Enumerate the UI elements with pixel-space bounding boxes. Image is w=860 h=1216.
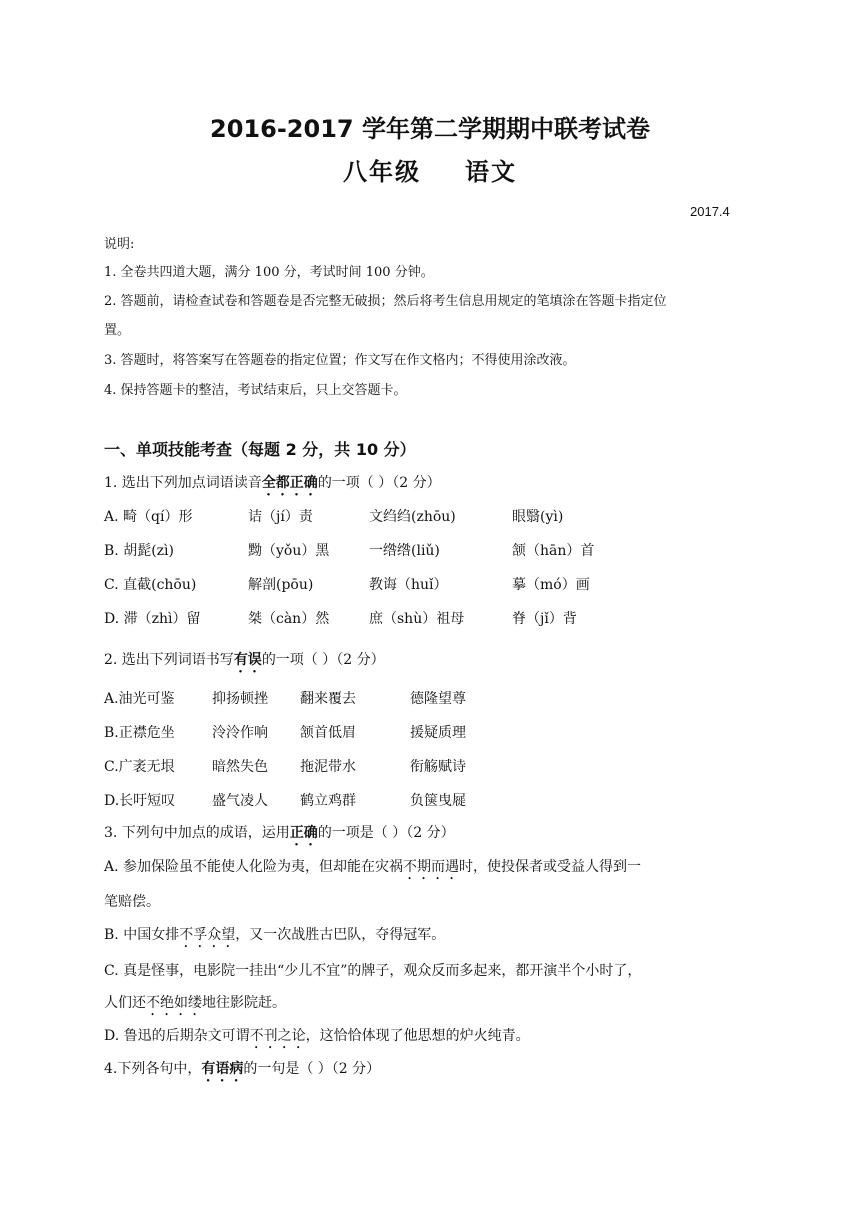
q1-option-a-1: A. 畸（qí）形 <box>104 509 193 525</box>
q1-option-c-2: 解剖(pōu) <box>248 577 314 593</box>
q1-option-c-3: 教诲（huǐ） <box>369 577 448 593</box>
exam-subtitle <box>0 157 860 187</box>
q2-option-d-2: 盛气凌人 <box>212 793 268 809</box>
q2-option-b-2: 泠泠作响 <box>212 725 268 741</box>
q2-option-a-1: A.油光可鉴 <box>104 691 175 707</box>
q2-option-d-4: 负箧曳屣 <box>410 793 466 809</box>
q3-option-a-line1: A. 参加保险虽不能使人化险为夷，但却能在灾祸不期而遇时，使投保者或受益人得到一 <box>104 859 642 875</box>
section-heading: 一、单项技能考查（每题 2 分，共 10 分） <box>104 440 416 459</box>
question-3-stem: 3. 下列句中加点的成语，运用正确的一项是（ ）（2 分） <box>104 825 455 841</box>
question-2-keyword: 有误 <box>233 652 262 668</box>
q2-option-a-2: 抑扬顿挫 <box>212 691 268 707</box>
instruction-item: 3. 答题时，将答案写在答题卷的指定位置；作文写在作文格内；不得使用涂改液。 <box>104 353 576 368</box>
q1-option-d-4: 脊（jǐ）背 <box>512 611 577 627</box>
q1-option-a-4: 眼翳(yì) <box>512 509 564 525</box>
q2-option-a-4: 德隆望尊 <box>410 691 466 707</box>
question-1-stem: 1. 选出下列加点词语读音全都正确的一项（ ）（2 分） <box>104 475 441 491</box>
q3-option-b: B. 中国女排不孚众望，又一次战胜古巴队，夺得冠军。 <box>104 927 446 943</box>
instruction-item: 1. 全卷共四道大题，满分 100 分，考试时间 100 分钟。 <box>104 265 434 280</box>
q3-option-a-line2: 笔赔偿。 <box>104 894 160 910</box>
q3-option-a-idiom: 不期而遇 <box>403 859 460 875</box>
question-1-keyword: 全都正确 <box>261 475 318 491</box>
q1-option-d-2: 桀（càn）然 <box>248 611 330 627</box>
q2-option-c-3: 拖泥带水 <box>300 759 356 775</box>
q1-option-c-4: 摹（mó）画 <box>512 577 590 593</box>
q3-option-d-idiom: 不刊之论 <box>249 1028 306 1044</box>
instructions-heading: 说明: <box>104 237 135 252</box>
q3-option-d: D. 鲁迅的后期杂文可谓不刊之论，这恰恰体现了他思想的炉火纯青。 <box>104 1028 530 1044</box>
q1-option-b-3: 一绺绺(liǔ) <box>369 543 440 559</box>
q1-option-a-3: 文绉绉(zhōu) <box>369 509 456 525</box>
question-3-keyword: 正确 <box>289 825 318 841</box>
q2-option-c-1: C.广袤无垠 <box>104 759 175 775</box>
question-2-stem: 2. 选出下列词语书写有误的一项（ ）（2 分） <box>104 652 385 668</box>
instruction-item: 2. 答题前，请检查试卷和答题卷是否完整无破损；然后将考生信息用规定的笔填涂在答题卡指定位 <box>104 294 667 309</box>
subject-label: 语文 <box>465 158 517 186</box>
q2-option-b-3: 颔首低眉 <box>300 725 356 741</box>
q2-option-a-3: 翻来覆去 <box>300 691 356 707</box>
exam-title: 2016-2017 学年第二学期期中联考试卷 <box>210 115 650 143</box>
q2-option-b-1: B.正襟危坐 <box>104 725 175 741</box>
exam-date: 2017.4 <box>690 204 730 219</box>
instruction-item: 4. 保持答题卡的整洁，考试结束后，只上交答题卡。 <box>104 383 407 398</box>
q1-option-d-3: 庶（shù）祖母 <box>369 611 465 627</box>
q2-option-d-3: 鹤立鸡群 <box>300 793 356 809</box>
q3-option-c-idiom: 不绝如缕 <box>146 995 202 1011</box>
q2-option-b-4: 援疑质理 <box>410 725 466 741</box>
q2-option-d-1: D.长吁短叹 <box>104 793 176 809</box>
q1-option-d-1: D. 滞（zhì）留 <box>104 611 201 627</box>
question-4-keyword: 有语病 <box>201 1061 244 1077</box>
q1-option-a-2: 诘（jí）责 <box>248 509 313 525</box>
instruction-item: 置。 <box>104 323 131 338</box>
q3-option-c-line2: 人们还不绝如缕地往影院赶。 <box>104 995 286 1011</box>
grade-label: 八年级 <box>343 158 421 186</box>
q1-option-c-1: C. 直截(chōu) <box>104 577 197 593</box>
q3-option-b-idiom: 不孚众望 <box>179 927 236 943</box>
question-4-stem: 4.下列各句中，有语病的一句是（ ）（2 分） <box>104 1061 381 1077</box>
q2-option-c-4: 衔觞赋诗 <box>410 759 466 775</box>
q1-option-b-1: B. 胡髭(zì) <box>104 543 174 559</box>
q1-option-b-4: 颔（hān）首 <box>512 543 595 559</box>
q3-option-c-line1: C. 真是怪事，电影院一挂出“少儿不宜”的牌子，观众反而多起来，都开演半个小时了， <box>104 963 642 979</box>
q1-option-b-2: 黝（yǒu）黑 <box>248 543 330 559</box>
q2-option-c-2: 暗然失色 <box>212 759 268 775</box>
